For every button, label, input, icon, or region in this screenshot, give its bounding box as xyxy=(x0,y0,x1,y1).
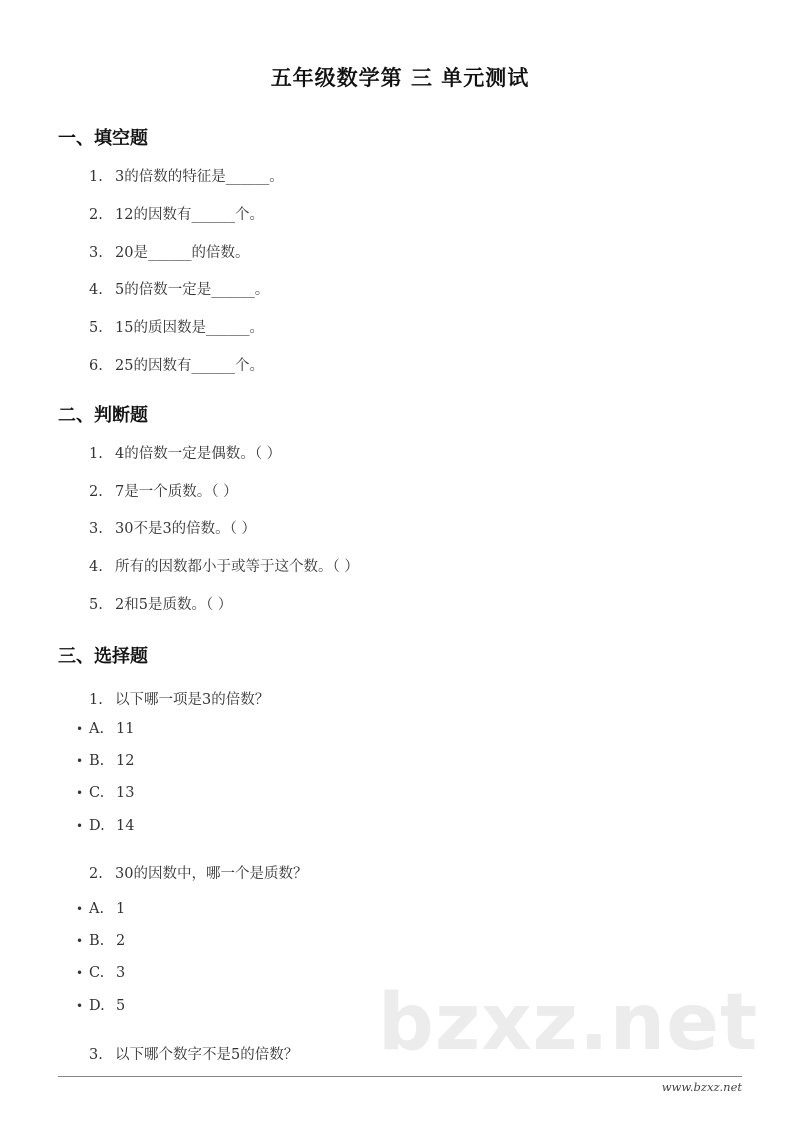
option-value: 5 xyxy=(116,998,126,1014)
bullet-icon: • xyxy=(76,966,84,980)
question-number: 2. xyxy=(89,207,103,223)
question-number: 1. xyxy=(89,692,103,708)
section-title-true-false: 二、判断题 xyxy=(58,405,148,426)
question-text: 以下哪个数字不是5的倍数？ xyxy=(115,1047,299,1063)
option-letter: D. xyxy=(89,818,105,834)
true-false-question xyxy=(89,517,256,538)
question-text: 12的因数有______个。 xyxy=(115,207,264,223)
choice-question xyxy=(89,1043,298,1064)
question-number: 3. xyxy=(89,521,103,537)
question-number: 4. xyxy=(89,559,103,575)
question-number: 4. xyxy=(89,282,103,298)
question-number: 2. xyxy=(89,866,103,882)
option-letter: B. xyxy=(89,753,105,769)
bullet-icon: • xyxy=(76,786,84,800)
bullet-icon: • xyxy=(76,902,84,916)
option-value: 14 xyxy=(116,818,135,834)
choice-option xyxy=(76,818,134,834)
option-letter: D. xyxy=(89,998,105,1014)
option-value: 12 xyxy=(116,753,135,769)
question-number: 1. xyxy=(89,446,103,462)
choice-option xyxy=(76,785,134,801)
fill-in-question xyxy=(89,165,284,186)
bullet-icon: • xyxy=(76,934,84,948)
question-text: 25的因数有______个。 xyxy=(115,358,264,374)
question-text: 2和5是质数。（ ） xyxy=(115,597,233,613)
footer-site-url: www.bzxz.net xyxy=(661,1080,742,1094)
question-number: 5. xyxy=(89,597,103,613)
question-number: 1. xyxy=(89,169,103,185)
bullet-icon: • xyxy=(76,754,84,768)
bullet-icon: • xyxy=(76,722,84,736)
choice-option xyxy=(76,965,125,981)
question-text: 30不是3的倍数。（ ） xyxy=(115,521,257,537)
true-false-question xyxy=(89,593,232,614)
true-false-question xyxy=(89,442,281,463)
question-text: 以下哪一项是3的倍数？ xyxy=(115,692,270,708)
question-text: 15的质因数是______。 xyxy=(115,320,264,336)
footer-divider xyxy=(58,1076,742,1077)
question-number: 3. xyxy=(89,245,103,261)
choice-option xyxy=(76,721,134,737)
fill-in-question xyxy=(89,354,264,375)
choice-option xyxy=(76,901,125,917)
section-title-choice: 三、选择题 xyxy=(58,646,148,667)
section-title-fill-in: 一、填空题 xyxy=(58,128,148,149)
option-letter: A. xyxy=(89,901,105,917)
option-value: 2 xyxy=(116,933,126,949)
question-text: 3的倍数的特征是______。 xyxy=(115,169,284,185)
question-number: 6. xyxy=(89,358,103,374)
bullet-icon: • xyxy=(76,999,84,1013)
choice-option xyxy=(76,998,125,1014)
choice-question xyxy=(89,688,269,709)
question-number: 3. xyxy=(89,1047,103,1063)
fill-in-question xyxy=(89,203,264,224)
fill-in-question xyxy=(89,316,264,337)
option-letter: A. xyxy=(89,721,105,737)
question-text: 20是______的倍数。 xyxy=(115,245,250,261)
page-title: 五年级数学第 三 单元测试 xyxy=(270,65,530,90)
option-value: 11 xyxy=(116,721,135,737)
question-text: 30的因数中，哪一个是质数？ xyxy=(115,866,308,882)
question-number: 5. xyxy=(89,320,103,336)
option-value: 1 xyxy=(116,901,126,917)
choice-question xyxy=(89,862,307,883)
option-letter: C. xyxy=(89,965,105,981)
question-text: 5的倍数一定是______。 xyxy=(115,282,270,298)
true-false-question xyxy=(89,555,359,576)
option-letter: B. xyxy=(89,933,105,949)
question-number: 2. xyxy=(89,484,103,500)
fill-in-question xyxy=(89,278,269,299)
watermark: bzxz.net xyxy=(378,978,759,1068)
option-letter: C. xyxy=(89,785,105,801)
true-false-question xyxy=(89,480,238,501)
fill-in-question xyxy=(89,241,249,262)
bullet-icon: • xyxy=(76,819,84,833)
question-text: 4的倍数一定是偶数。（ ） xyxy=(115,446,282,462)
choice-option xyxy=(76,933,125,949)
question-text: 7是一个质数。（ ） xyxy=(115,484,238,500)
question-text: 所有的因数都小于或等于这个数。（ ） xyxy=(115,559,359,575)
option-value: 13 xyxy=(116,785,135,801)
option-value: 3 xyxy=(116,965,126,981)
choice-option xyxy=(76,753,134,769)
